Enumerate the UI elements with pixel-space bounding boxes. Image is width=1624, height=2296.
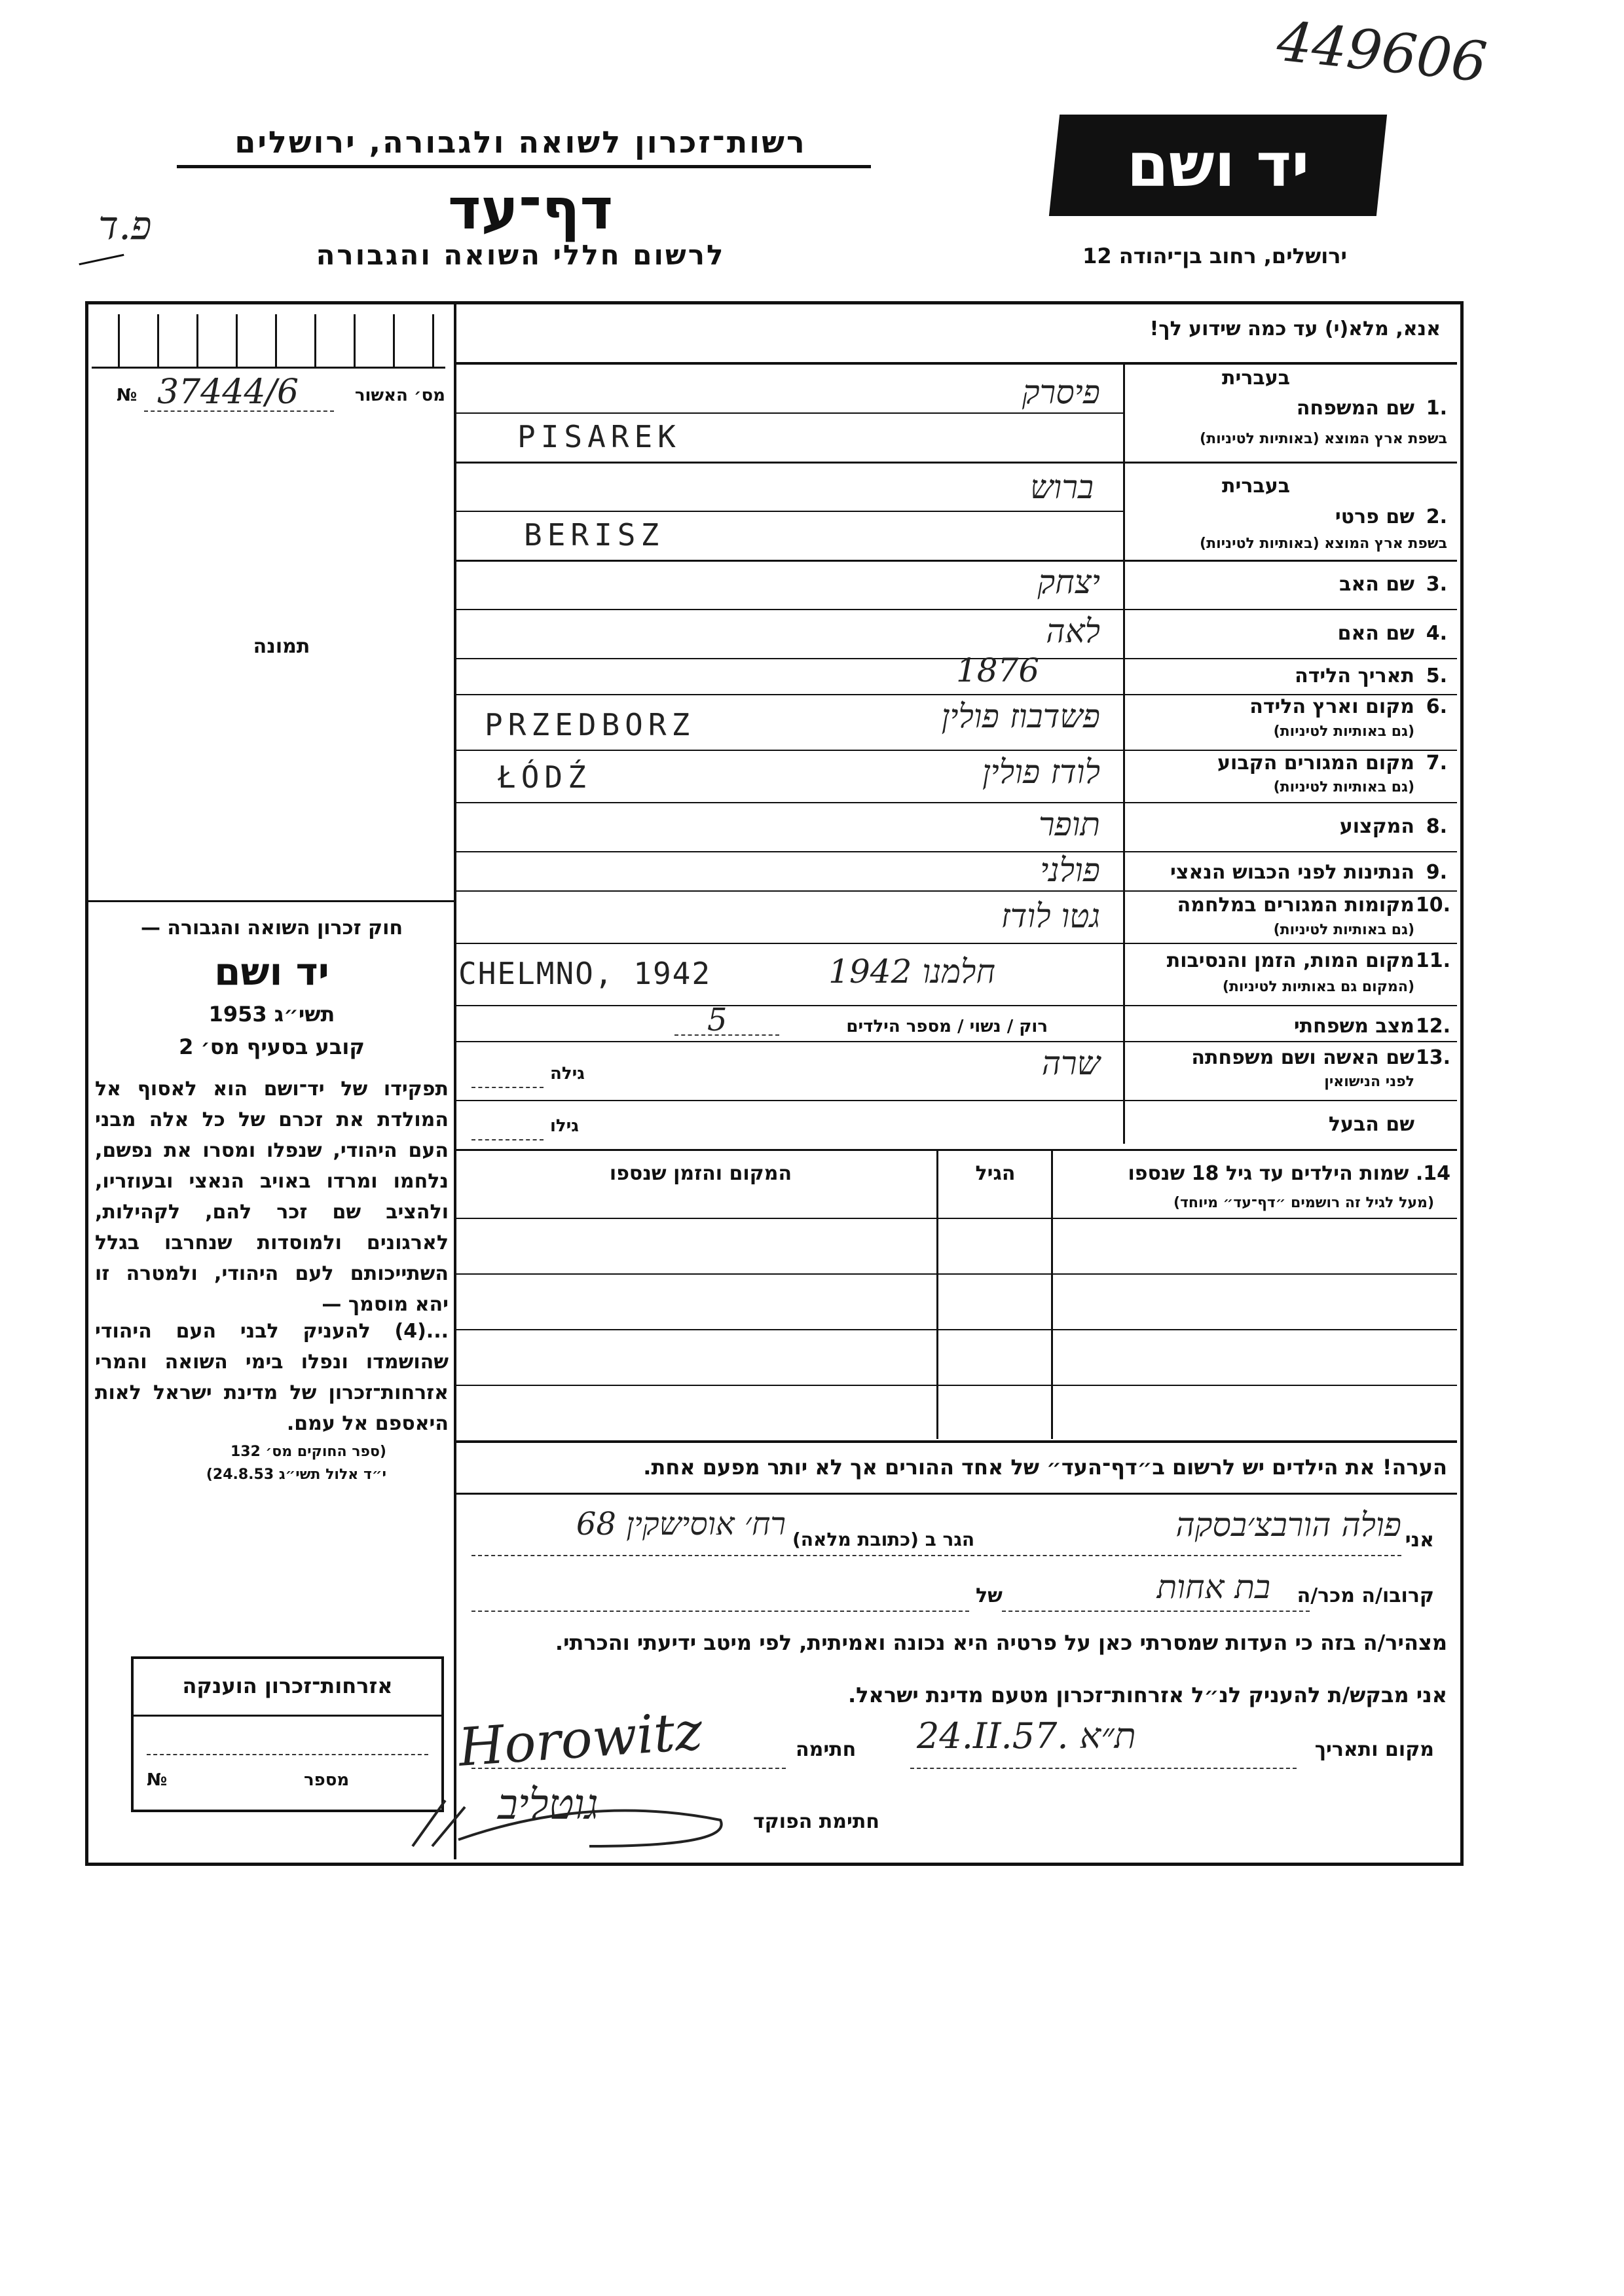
field-marital-label: מצב משפחתי	[1293, 1015, 1414, 1038]
remark-underline	[456, 1493, 1457, 1495]
field-husband-label: שם הבעל	[1328, 1113, 1414, 1136]
family-name-hebrew: פיסרק	[1022, 373, 1100, 411]
row-line	[456, 890, 1457, 892]
field-first-name-label: שם פרטי	[1335, 505, 1414, 528]
husband-age-label: גילו	[550, 1116, 579, 1136]
form-intro: אנא, מלא(י) עד כמה שידוע לך!	[1149, 318, 1441, 340]
yad-vashem-logo	[1049, 115, 1387, 216]
marital-options: רוק / נשוי / מספר הילדים	[846, 1017, 1048, 1036]
certificate-no-mark: №	[147, 1770, 168, 1790]
logo-text: יד ושם	[1126, 130, 1310, 200]
institution-address: ירושלים, רחוב בן־יהודה 12	[1082, 244, 1347, 268]
organization-line: רשות־זכרון לשואה ולגבורה, ירושלים	[234, 124, 807, 160]
field-residence-num: 7.	[1426, 752, 1447, 774]
declaration: מצהיר/ה בזה כי העדות שמסרתי כאן על פרטיה היא נכונה ואמיתית, לפי מיטב ידיעתי והכרתי.	[555, 1630, 1447, 1655]
field-father-num: 3.	[1426, 573, 1447, 596]
law-name: יד ושם	[214, 949, 329, 994]
birthplace-hebrew: פשדבוז פולין	[941, 697, 1100, 735]
place-date-label: מקום ותאריך	[1314, 1738, 1434, 1761]
row-line	[456, 609, 1457, 610]
field-wife-num: 13.	[1415, 1046, 1450, 1069]
nationality: פולני	[1040, 851, 1100, 889]
children-row-line	[456, 1329, 1457, 1330]
form-subtitle: לרשום חללי השואה והגבורה	[316, 239, 726, 271]
field-occupation-num: 8.	[1426, 815, 1447, 838]
form-title: דף־עד	[447, 177, 614, 242]
occupation: תופר	[1038, 805, 1100, 843]
field-death-label: מקום המות, הזמן והנסיבות	[1166, 949, 1414, 972]
field-family-name-num: 1.	[1426, 397, 1447, 420]
relation-label: קרובו/ה מכר/ה	[1297, 1584, 1434, 1607]
request: אני מבקש/ת להעניק לנ״ל אזרחות־זכרון מטעם מדינת ישראל.	[848, 1683, 1447, 1707]
field-wartime-residence-num: 10.	[1415, 894, 1450, 917]
family-name-latin: PISAREK	[517, 419, 681, 454]
certificate-number-label: מספר	[304, 1770, 350, 1790]
field-family-name	[1126, 367, 1454, 462]
photo-label: תמונה	[253, 635, 310, 658]
gazette-reference: (ספר החוקים מס׳ 132	[230, 1444, 386, 1460]
row-line	[456, 560, 1457, 562]
law-clause: קובע בסעיף מס׳ 2	[179, 1034, 365, 1059]
field-nationality-num: 9.	[1426, 861, 1447, 884]
field-wartime-residence-sub: (גם באותיות לטיניות)	[1273, 922, 1414, 938]
law-title: חוק זכרון השואה והגבורה —	[140, 917, 403, 939]
signature-label: חתימה	[796, 1738, 857, 1761]
field-mother-label: שם האם	[1337, 622, 1414, 645]
approval-label: מס׳ האשור	[354, 386, 445, 405]
field-wartime-residence-label: מקומות המגורים במלחמה	[1177, 894, 1414, 917]
field-first-name-sub2: בשפת ארץ המוצא (באותיות לטיניות)	[1200, 536, 1447, 552]
row-line	[456, 462, 1457, 464]
field-marital-num: 12.	[1415, 1015, 1450, 1038]
field-family-name-label: שם המשפחה	[1296, 397, 1414, 420]
father-name: יצחק	[1037, 563, 1100, 601]
certificate-title: אזרחות־זכרון הוענקה	[182, 1673, 393, 1698]
field-death-num: 11.	[1415, 949, 1450, 972]
death-place-hebrew: חלמנו 1942	[828, 953, 995, 991]
side-mark: פ.ד	[98, 203, 152, 249]
sub-row-line	[456, 412, 1123, 414]
declarant-name: פולה הורבצ׳בסקה	[1175, 1506, 1401, 1544]
first-name-hebrew: ברוש	[1030, 468, 1094, 506]
children-col-1	[1051, 1151, 1053, 1439]
tick-boxes	[92, 314, 445, 373]
field-birthdate-label: תאריך הלידה	[1295, 665, 1414, 687]
children-title-text: שמות הילדים עד גיל 18 שנספו	[1128, 1162, 1409, 1185]
birthdate: 1876	[956, 651, 1040, 689]
row-line	[456, 802, 1457, 803]
intro-underline	[456, 362, 1457, 365]
side-mark-stroke	[79, 254, 124, 265]
field-residence-label: מקום המגורים הקבוע	[1217, 752, 1414, 774]
law-text: תפקידו של יד־ושם הוא לאסוף אל המולדת את זכרם של כל אלה מבני העם היהודי, שנפלו ומסרו את נפשם, נלחמו ומרדו באויב הנאצי ובעוזריו, ולהציב שם זכר להם, לקהילות, לארגונים ולמוסדות שנחרבו בגלל השתייכותם לעם היהודי, ולמטרה זו יהא מוסמך —	[95, 1078, 449, 1316]
first-name-latin: BERISZ	[524, 517, 665, 553]
row-line	[456, 1005, 1457, 1006]
field-death-sub: (המקום גם באותיות לטיניות)	[1222, 979, 1414, 995]
place-date-value: 24.II.57. ת״א	[917, 1715, 1136, 1757]
labels-divider	[1123, 365, 1125, 1144]
children-col-2	[936, 1151, 938, 1439]
officer-signature-loop	[393, 1774, 747, 1859]
row-line	[456, 1149, 1457, 1151]
field-first-name-sub: בעברית	[1222, 475, 1290, 498]
children-place-header: המקום והזמן שנספו	[609, 1162, 792, 1185]
field-mother-num: 4.	[1426, 622, 1447, 645]
org-underline	[177, 165, 871, 168]
children-table-bottom	[456, 1440, 1457, 1443]
children-count: 5	[707, 1002, 728, 1038]
wartime-residence: גטו לודז	[1001, 897, 1100, 935]
mother-name: לאה	[1046, 612, 1100, 650]
approval-no-mark: №	[117, 386, 138, 405]
field-father-label: שם האב	[1339, 573, 1414, 596]
children-row-line	[456, 1385, 1457, 1386]
field-nationality-label: הנתינות לפני הכבוש הנאצי	[1170, 861, 1414, 884]
children-header-underline	[456, 1218, 1457, 1219]
relation-value: בת אחות	[1156, 1568, 1270, 1606]
field-first-name	[1126, 465, 1454, 560]
wife-name: שרה	[1041, 1044, 1100, 1082]
remark: הערה! את הילדים יש לרשום ב״דף־העד״ של אחד ההורים אך לא יותר מפעם אחת.	[643, 1455, 1447, 1480]
address-value: רח׳ אוסישקין 68	[576, 1506, 786, 1542]
field-wife-label: שם האשה ושם משפחתה	[1191, 1046, 1414, 1069]
declarant-label: אני	[1405, 1529, 1434, 1552]
field-birthdate-num: 5.	[1426, 665, 1447, 687]
field-wife-sub: לפני הנישואין	[1324, 1074, 1414, 1090]
death-place-latin: CHELMNO, 1942	[458, 956, 712, 991]
residence-latin: ŁÓDŹ	[498, 759, 591, 795]
sub-row-line	[456, 511, 1123, 512]
gazette-date: י״ד אלול תשי״ג 24.8.53)	[206, 1467, 386, 1483]
officer-label: חתימת הפוקד	[753, 1810, 879, 1833]
officer-signature: גוטליב	[498, 1781, 599, 1829]
field-occupation-label: המקצוע	[1339, 815, 1414, 838]
field-birthplace-sub: (גם באותיות לטיניות)	[1273, 723, 1414, 740]
archive-number: 449606	[1274, 9, 1490, 95]
residence-hebrew: לודז פולין	[982, 753, 1100, 791]
field-birthplace-num: 6.	[1426, 695, 1447, 718]
field-family-name-sub: בעברית	[1222, 367, 1290, 390]
children-num: 14.	[1415, 1162, 1450, 1185]
children-title	[1058, 1162, 1450, 1185]
row-line	[456, 943, 1457, 944]
law-year: תשי״ג 1953	[208, 1002, 335, 1027]
birthplace-latin: PRZEDBORZ	[485, 707, 695, 742]
row-line	[456, 1041, 1457, 1042]
children-age-header: הגיל	[975, 1162, 1016, 1185]
approval-number-row	[105, 373, 445, 416]
children-note: (מעל לגיל זה רושמים ״דף־עד״ מיוחד)	[1173, 1195, 1434, 1211]
field-first-name-num: 2.	[1426, 505, 1447, 528]
law-text-continued: ...(4) להעניק לבני העם היהודי שהושמדו ונפלו בימי השואה והמרי אזרחות־זכרון של מדינת ישראל לאות היאספם אל עמם.	[95, 1320, 449, 1435]
field-birthplace-label: מקום וארץ הלידה	[1249, 695, 1414, 718]
wife-age-label: גילה	[550, 1064, 585, 1084]
column-divider	[454, 304, 456, 1535]
children-row-line	[456, 1273, 1457, 1275]
row-line	[456, 750, 1457, 751]
approval-value: 37444/6	[157, 373, 299, 412]
address-label: הגר ב (כתובת מלאה)	[792, 1529, 975, 1550]
field-family-name-sub2: בשפת ארץ המוצא (באותיות לטיניות)	[1200, 431, 1447, 447]
signature-value: Horowitz	[456, 1700, 705, 1778]
photo-box-bottom	[88, 900, 454, 902]
of-label: של	[976, 1584, 1003, 1607]
field-residence-sub: (גם באותיות לטיניות)	[1273, 779, 1414, 795]
row-line	[456, 1100, 1457, 1101]
